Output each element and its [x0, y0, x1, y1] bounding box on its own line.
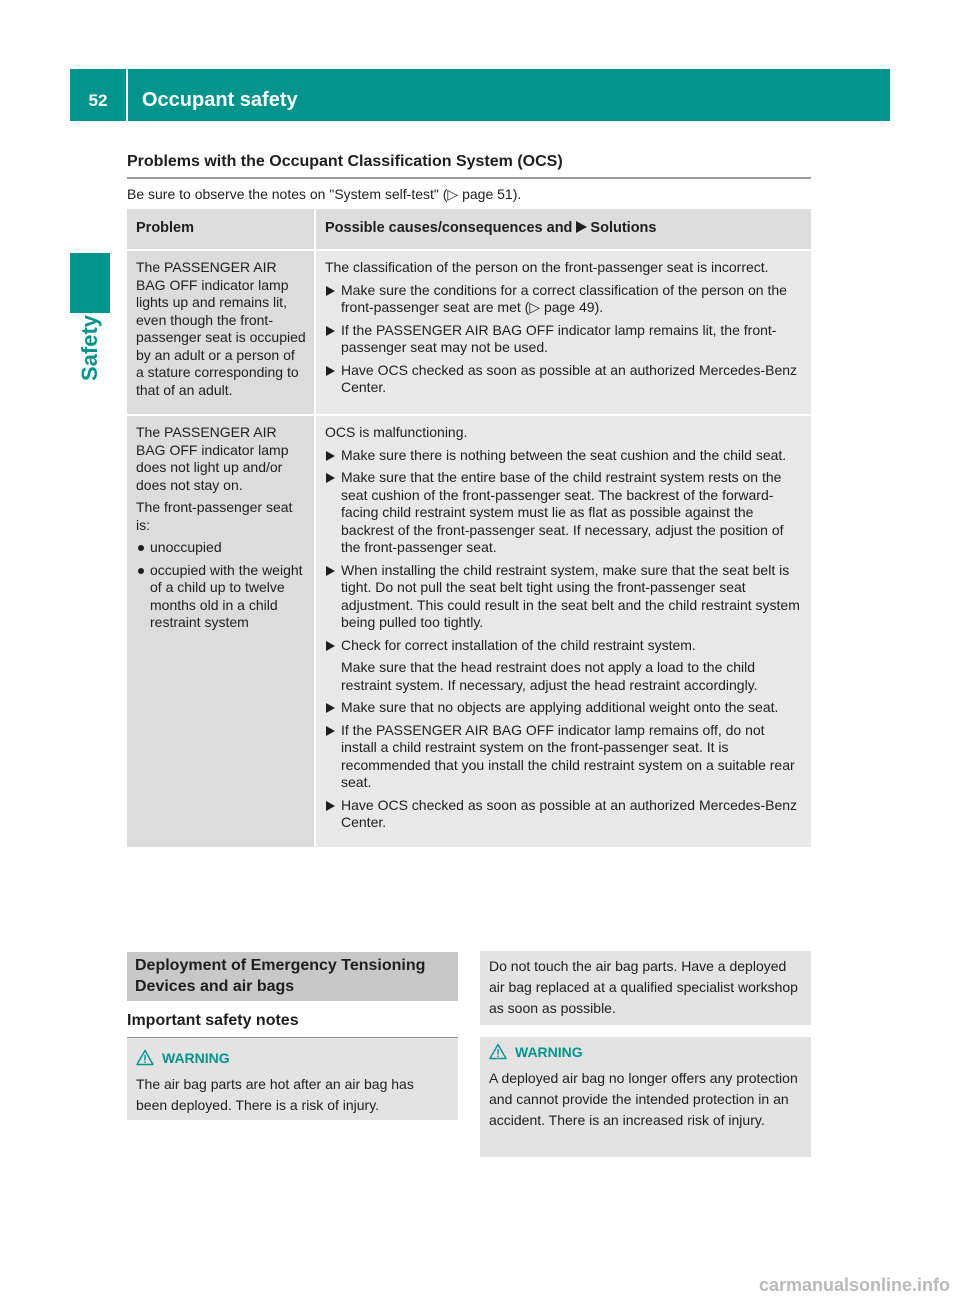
important-safety-notes-heading: Important safety notes	[127, 1012, 458, 1039]
solution-step	[325, 447, 803, 465]
page-ref-icon: ▷	[529, 299, 541, 315]
problem-cell	[127, 414, 316, 847]
warning-title	[136, 1048, 448, 1069]
table-row	[127, 249, 811, 414]
step-note: Make sure that the head restraint does not apply a load to the child restraint system. If necessary, adjust the head restraint accordingly.	[341, 659, 758, 693]
problem-text: The front-passenger seat is:	[136, 499, 293, 533]
intro-text	[127, 186, 521, 203]
list-item-text: occupied with the weight of a child up to twelve months old in a child restraint system	[150, 561, 303, 630]
step-text: If the PASSENGER AIR BAG OFF indicator lamp remains lit, the front-passenger seat may not be used.	[341, 321, 777, 355]
list-item	[136, 562, 306, 632]
action-arrow-icon	[326, 326, 335, 336]
list-item-text: unoccupied	[150, 539, 222, 555]
action-arrow-icon	[326, 641, 335, 651]
solution-step	[325, 797, 803, 832]
step-text: Check for correct installation of the child restraint system.	[341, 636, 696, 653]
header-divider	[126, 69, 128, 121]
solution-step	[325, 469, 803, 557]
table-row	[127, 414, 811, 847]
bullet-icon	[138, 568, 144, 574]
list-item	[136, 539, 306, 557]
deployment-heading: Deployment of Emergency Tensioning Devices and air bags	[127, 952, 458, 1001]
intro-pre: Be sure to observe the notes on "System self-test" (	[127, 186, 448, 202]
step-text: Make sure that the entire base of the child restraint system rests on the seat cushion of the front-passenger seat. The backrest of the forward-facing child restraint system must lie as flat as possible against the backrest of the front-passenger seat. If necessary, adjust the position of the front-passenger seat.	[341, 469, 784, 555]
intro-page-link[interactable]: page 51	[462, 186, 513, 202]
action-arrow-icon	[326, 801, 335, 811]
solution-step	[325, 282, 803, 317]
page-ref-icon: ▷	[447, 186, 459, 202]
action-arrow-icon	[326, 703, 335, 713]
step-text: When installing the child restraint system, make sure that the seat belt is tight. Do not pull the seat belt tight using the front-passenger seat adjustment. This could result in the seat belt and the child restraint system being pulled too tightly.	[341, 561, 800, 630]
problem-text: The PASSENGER AIR BAG OFF indicator lamp does not light up and/or does not stay on.	[136, 424, 289, 493]
warning-triangle-icon	[489, 1043, 507, 1060]
page-header	[70, 69, 890, 121]
warning-title	[489, 1042, 801, 1063]
step-text: Make sure the conditions for a correct classification of the person on the front-passenger seat are met (	[341, 281, 787, 315]
warning-text: The air bag parts are hot after an air bag has been deployed. There is a risk of injury.	[136, 1076, 414, 1113]
warning-title-text: WARNING	[515, 1044, 583, 1060]
solution-cell	[316, 249, 811, 414]
warning-title-text: WARNING	[162, 1050, 230, 1066]
cause-text: OCS is malfunctioning.	[325, 424, 468, 440]
warning-triangle-icon	[136, 1049, 154, 1066]
step-text-end: ).	[594, 299, 604, 315]
column-header-solutions-post: Solutions	[590, 220, 657, 237]
action-arrow-icon	[326, 473, 335, 483]
bullet-icon	[138, 545, 144, 551]
cause-text: The classification of the person on the front-passenger seat is incorrect.	[325, 259, 769, 275]
ocs-problems-table	[127, 209, 811, 847]
solution-step	[325, 322, 803, 357]
solution-step	[325, 637, 803, 655]
note-text: Do not touch the air bag parts. Have a deployed air bag replaced at a qualified specialist workshop as soon as possible.	[489, 958, 798, 1016]
problem-cell	[127, 249, 316, 414]
step-text: Have OCS checked as soon as possible at an authorized Mercedes-Benz Center.	[341, 796, 798, 830]
intro-post: ).	[512, 186, 522, 202]
action-arrow-icon	[576, 221, 587, 233]
warning-box-hot-parts	[127, 1038, 458, 1120]
chapter-title: Occupant safety	[142, 89, 298, 111]
page-number: 52	[88, 91, 108, 110]
table-header-row	[127, 209, 811, 249]
step-text: Make sure there is nothing between the seat cushion and the child seat.	[341, 446, 787, 463]
step-text: Make sure that no objects are applying additional weight onto the seat.	[341, 699, 779, 715]
column-header-solutions	[316, 209, 811, 249]
problem-text: The PASSENGER AIR BAG OFF indicator lamp lights up and remains lit, even though the front-passenger seat is occupied by an adult or a person of a stature corresponding to that of an adult.	[136, 259, 306, 398]
watermark: carmanualsonline.info	[758, 1275, 950, 1295]
column-header-solutions-pre: Possible causes/consequences and	[325, 220, 573, 237]
column-header-problem: Problem	[127, 209, 316, 249]
note-box-replace-airbag	[480, 951, 811, 1025]
solution-step	[325, 699, 803, 717]
step-text: If the PASSENGER AIR BAG OFF indicator lamp remains off, do not install a child restraint system on the front-passenger seat. It is recommended that you install the child restraint system on a suitable rear seat.	[341, 721, 795, 790]
action-arrow-icon	[326, 366, 335, 376]
warning-box-no-protection	[480, 1037, 811, 1157]
solution-cell	[316, 414, 811, 847]
solution-step	[325, 362, 803, 397]
warning-text: A deployed air bag no longer offers any protection and cannot provide the intended protection in an accident. There is an increased risk of injury.	[489, 1070, 798, 1128]
section-title: Problems with the Occupant Classification System (OCS)	[127, 153, 811, 179]
step-text: Have OCS checked as soon as possible at an authorized Mercedes-Benz Center.	[341, 361, 798, 395]
page-link[interactable]: page 49	[543, 299, 595, 315]
side-tab-label: Safety	[77, 314, 102, 382]
action-arrow-icon	[326, 286, 335, 296]
side-tab-marker	[70, 253, 110, 313]
action-arrow-icon	[326, 726, 335, 736]
action-arrow-icon	[326, 566, 335, 576]
solution-step	[325, 722, 803, 792]
action-arrow-icon	[326, 451, 335, 461]
solution-step	[325, 562, 803, 632]
